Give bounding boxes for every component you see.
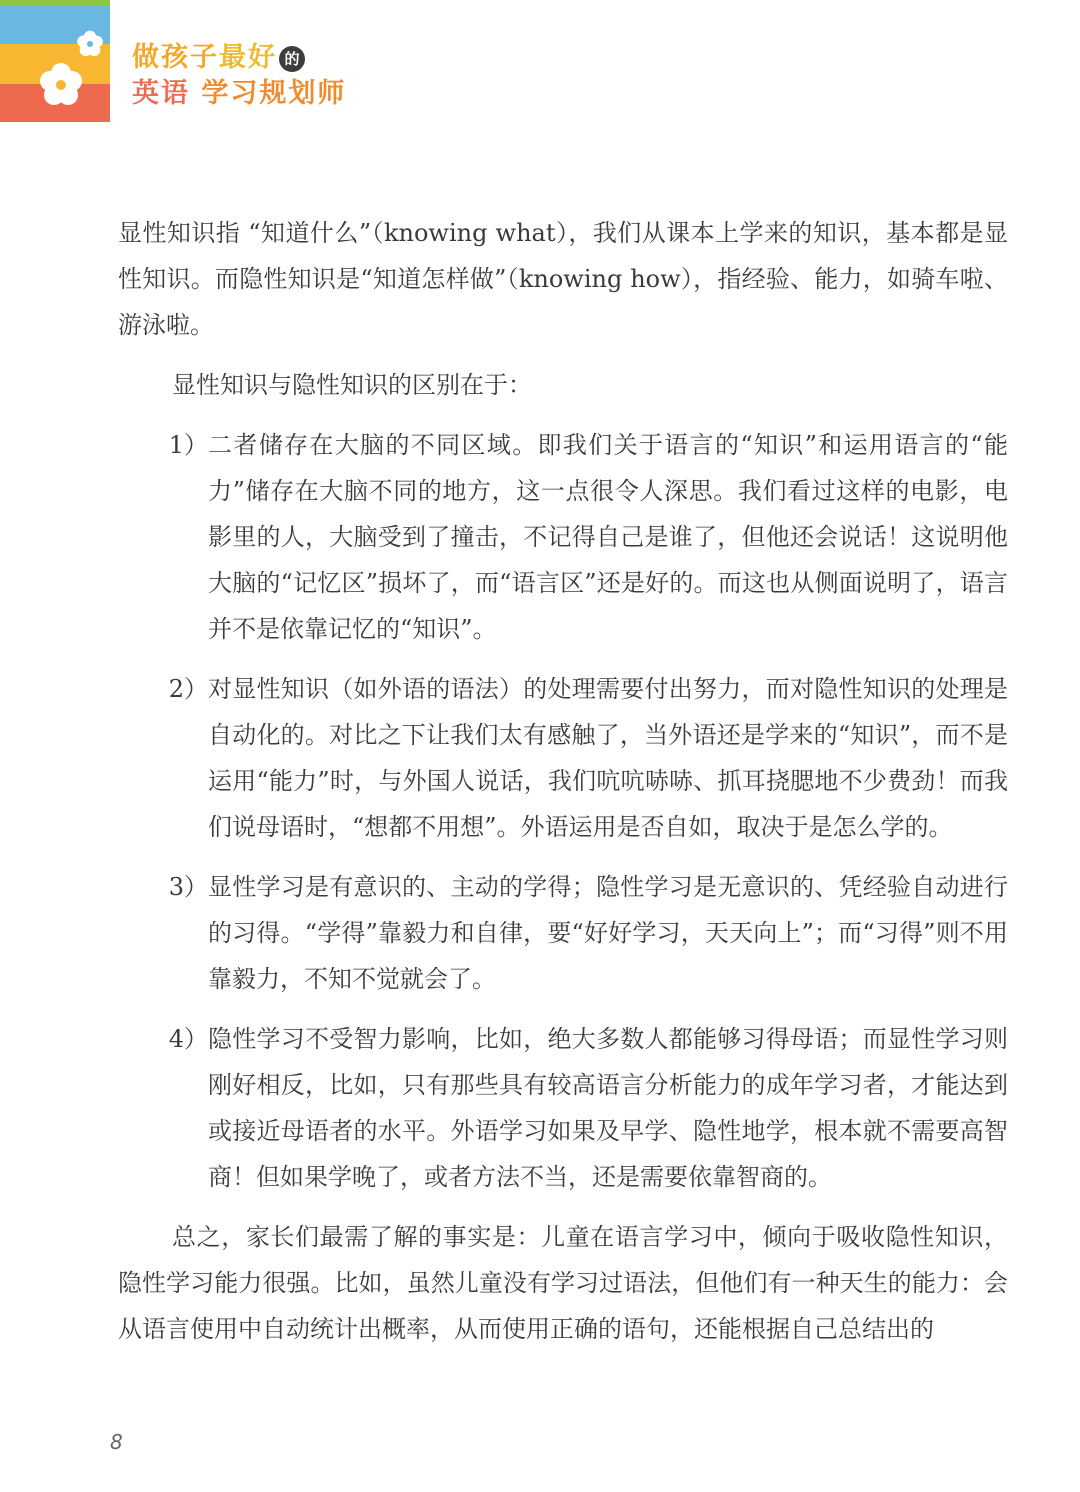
- page-body: [118, 210, 1008, 1352]
- list-item: [118, 864, 1008, 1002]
- title-line-1: [132, 44, 346, 80]
- intro-paragraph: 显性知识指 “知道什么”（knowing what），我们从课本上学来的知识，基本都是显性知识。而隐性知识是“知道怎样做”（knowing how），指经验、能力，如骑车啦、游泳啦。: [118, 219, 1008, 339]
- list-item: [118, 666, 1008, 850]
- list-item-text: 显性学习是有意识的、主动的学得；隐性学习是无意识的、凭经验自动进行的习得。“学得”靠毅力和自律，要“好好学习，天天向上”；而“习得”则不用靠毅力，不知不觉就会了。: [208, 873, 1008, 993]
- title-line-2: [132, 80, 346, 116]
- header-color-stripes: [0, 0, 110, 122]
- title-line1-part2: 最好: [219, 42, 277, 73]
- flower-icon: [38, 62, 84, 108]
- list-item-number: 1）: [168, 431, 208, 459]
- list-item: [118, 1016, 1008, 1200]
- flower-icon: [76, 30, 104, 58]
- list-item-number: 2）: [168, 675, 208, 703]
- list-item-text: 隐性学习不受智力影响，比如，绝大多数人都能够习得母语；而显性学习则刚好相反，比如，只有那些具有较高语言分析能力的成年学习者，才能达到或接近母语者的水平。外语学习如果及早学、隐性地学，根本就不需要高智商！但如果学晚了，或者方法不当，还是需要依靠智商的。: [208, 1025, 1008, 1191]
- list-item: [118, 422, 1008, 652]
- list-item-text: 对显性知识（如外语的语法）的处理需要付出努力，而对隐性知识的处理是自动化的。对比之下让我们太有感触了，当外语还是学来的“知识”，而不是运用“能力”时，与外国人说话，我们吭吭哧哧、抓耳挠腮地不少费劲！而我们说母语时，“想都不用想”。外语运用是否自如，取决于是怎么学的。: [208, 675, 1008, 841]
- list-item-number: 3）: [168, 873, 208, 901]
- title-line2-part2: 学习规划师: [201, 78, 347, 109]
- lead-paragraph: 显性知识与隐性知识的区别在于：: [172, 371, 532, 399]
- title-badge: 的: [279, 46, 305, 72]
- title-line2-part1: 英语: [132, 78, 190, 109]
- page-number: 8: [110, 1430, 123, 1454]
- list-item-text: 二者储存在大脑的不同区域。即我们关于语言的“知识”和运用语言的“能力”储存在大脑不同的地方，这一点很令人深思。我们看过这样的电影，电影里的人，大脑受到了撞击，不记得自己是谁了，但他还会说话！这说明他大脑的“记忆区”损坏了，而“语言区”还是好的。而这也从侧面说明了，语言并不是依靠记忆的“知识”。: [208, 431, 1008, 643]
- book-series-title: [132, 44, 346, 116]
- conclusion-paragraph: 总之，家长们最需了解的事实是：儿童在语言学习中，倾向于吸收隐性知识，隐性学习能力很强。比如，虽然儿童没有学习过语法，但他们有一种天生的能力：会从语言使用中自动统计出概率，从而使用正确的语句，还能根据自己总结出的: [118, 1223, 1008, 1343]
- title-line1-part1: 做孩子: [132, 42, 219, 73]
- list-item-number: 4）: [168, 1025, 208, 1053]
